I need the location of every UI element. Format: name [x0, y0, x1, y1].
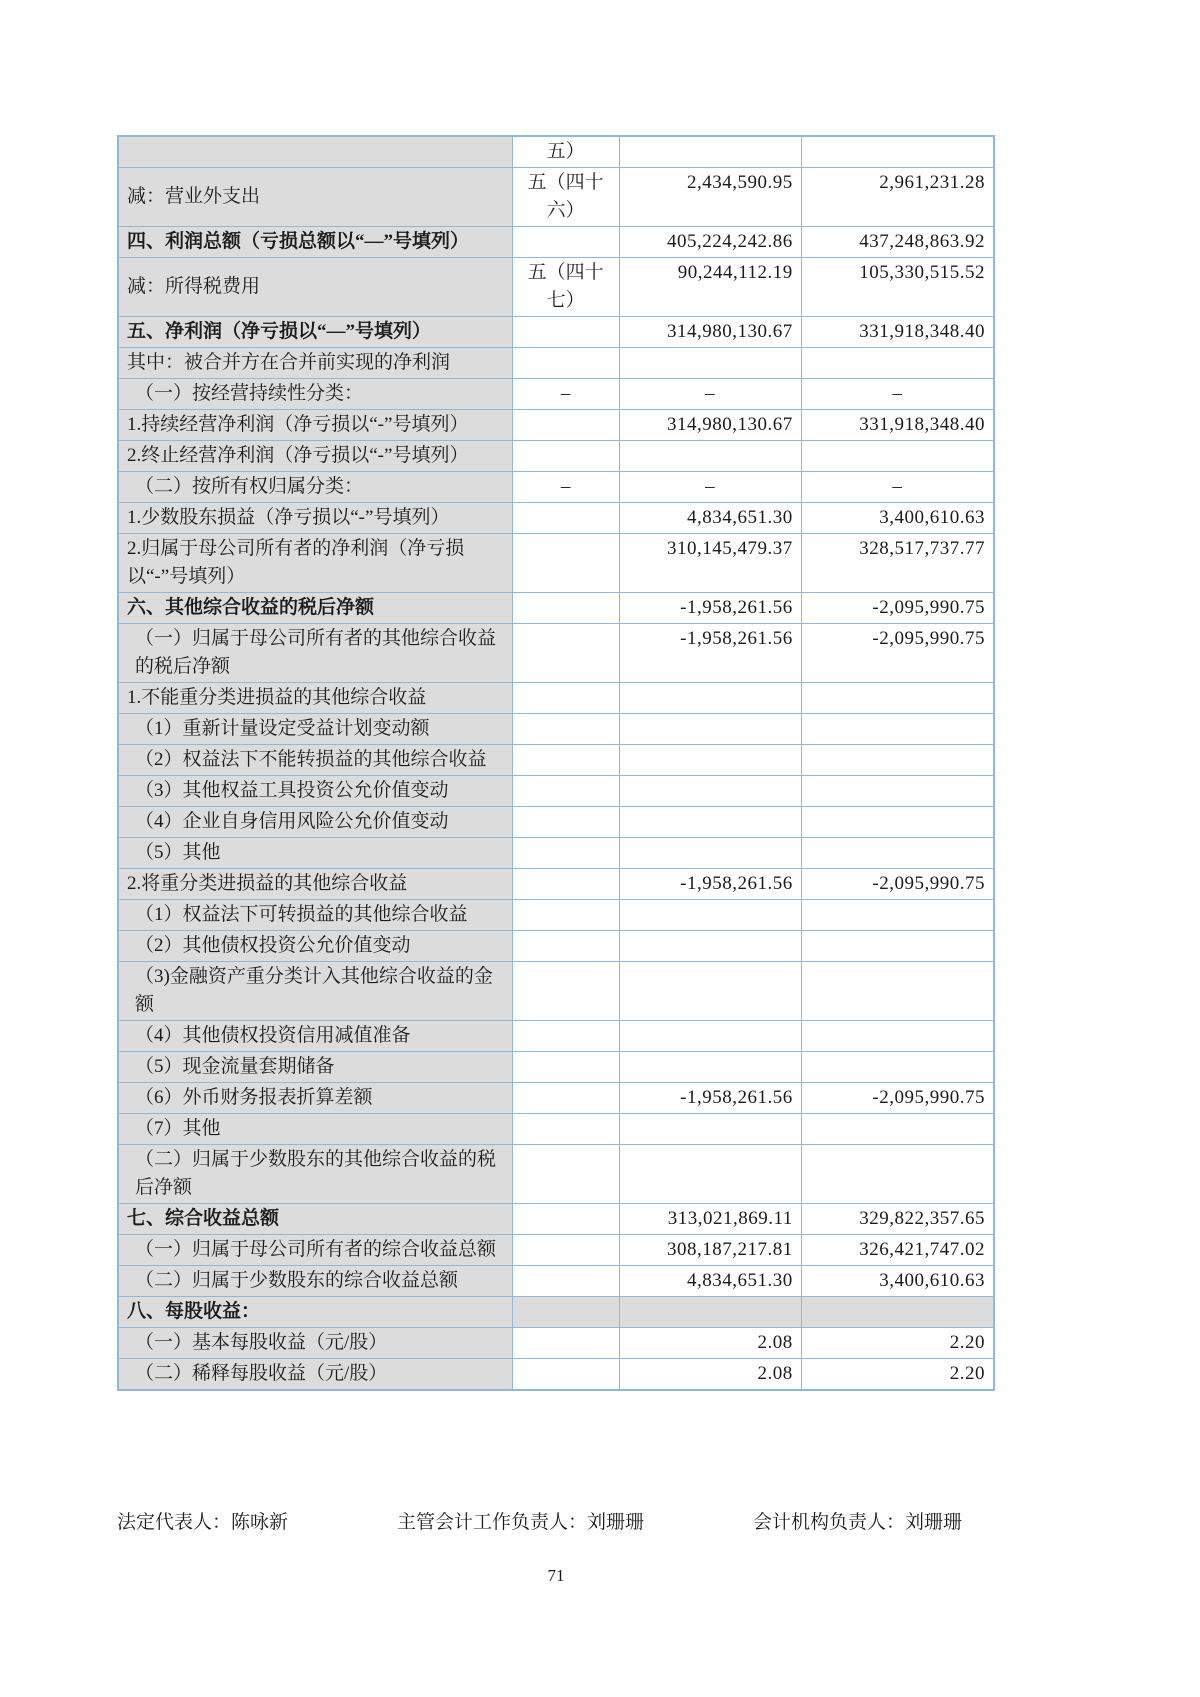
prior-period-cell — [801, 931, 994, 962]
note-cell — [512, 900, 619, 931]
note-cell — [512, 317, 619, 348]
item-label-cell: 2.将重分类进损益的其他综合收益 — [118, 869, 512, 900]
table-row — [118, 348, 994, 379]
current-period-cell: 2,434,590.95 — [619, 168, 801, 227]
table-row — [118, 1297, 994, 1328]
item-label-cell: （4）企业自身信用风险公允价值变动 — [118, 807, 512, 838]
table-row — [118, 900, 994, 931]
note-cell — [512, 745, 619, 776]
prior-period-cell — [801, 441, 994, 472]
prior-period-cell — [801, 807, 994, 838]
table-row — [118, 472, 994, 503]
note-cell — [512, 593, 619, 624]
current-period-cell: -1,958,261.56 — [619, 624, 801, 683]
item-label-cell: 1.持续经营净利润（净亏损以“-”号填列） — [118, 410, 512, 441]
note-cell: – — [512, 472, 619, 503]
item-label-cell: 减：所得税费用 — [118, 258, 512, 317]
prior-period-cell: -2,095,990.75 — [801, 593, 994, 624]
table-row — [118, 593, 994, 624]
table-row — [118, 1021, 994, 1052]
note-cell — [512, 1297, 619, 1328]
legal-representative: 法定代表人：陈咏新 — [117, 1512, 289, 1533]
current-period-cell: 308,187,217.81 — [619, 1235, 801, 1266]
prior-period-cell: – — [801, 472, 994, 503]
table-row — [118, 227, 994, 258]
item-label-cell: （二）稀释每股收益（元/股） — [118, 1359, 512, 1391]
item-label-cell — [118, 136, 512, 168]
prior-period-cell — [801, 776, 994, 807]
item-label-cell: （6）外币财务报表折算差额 — [118, 1083, 512, 1114]
note-cell — [512, 683, 619, 714]
note-cell — [512, 534, 619, 593]
current-period-cell: 2.08 — [619, 1359, 801, 1391]
prior-period-cell: – — [801, 379, 994, 410]
table-row — [118, 258, 994, 317]
item-label-cell: 1.少数股东损益（净亏损以“-”号填列） — [118, 503, 512, 534]
table-row — [118, 624, 994, 683]
item-label-cell: 六、其他综合收益的税后净额 — [118, 593, 512, 624]
table-row — [118, 869, 994, 900]
note-cell — [512, 348, 619, 379]
note-cell — [512, 776, 619, 807]
item-label-cell: （3）其他权益工具投资公允价值变动 — [118, 776, 512, 807]
note-cell — [512, 1052, 619, 1083]
note-cell — [512, 714, 619, 745]
note-cell — [512, 1328, 619, 1359]
table-row — [118, 776, 994, 807]
note-cell — [512, 807, 619, 838]
note-cell — [512, 1114, 619, 1145]
note-cell — [512, 1204, 619, 1235]
prior-period-cell: -2,095,990.75 — [801, 869, 994, 900]
accounting-head: 会计机构负责人：刘珊珊 — [752, 1512, 962, 1533]
chief-accountant: 主管会计工作负责人：刘珊珊 — [396, 1512, 644, 1533]
prior-period-cell — [801, 1052, 994, 1083]
item-label-cell: （一）按经营持续性分类： — [118, 379, 512, 410]
statement-content — [117, 135, 995, 1391]
note-cell — [512, 869, 619, 900]
note-cell: 五（四十七） — [512, 258, 619, 317]
note-cell — [512, 1266, 619, 1297]
item-label-cell: （一）归属于母公司所有者的其他综合收益的税后净额 — [118, 624, 512, 683]
note-cell: – — [512, 379, 619, 410]
item-label-cell: （2）权益法下不能转损益的其他综合收益 — [118, 745, 512, 776]
current-period-cell — [619, 714, 801, 745]
table-row — [118, 410, 994, 441]
current-period-cell: 313,021,869.11 — [619, 1204, 801, 1235]
table-row — [118, 1052, 994, 1083]
item-label-cell: （一）基本每股收益（元/股） — [118, 1328, 512, 1359]
prior-period-cell — [801, 136, 994, 168]
item-label-cell: （3)金融资产重分类计入其他综合收益的金额 — [118, 962, 512, 1021]
prior-period-cell — [801, 1297, 994, 1328]
table-row — [118, 1083, 994, 1114]
prior-period-cell: 326,421,747.02 — [801, 1235, 994, 1266]
note-cell — [512, 410, 619, 441]
prior-period-cell — [801, 838, 994, 869]
prior-period-cell — [801, 900, 994, 931]
prior-period-cell — [801, 1021, 994, 1052]
current-period-cell — [619, 348, 801, 379]
table-row — [118, 962, 994, 1021]
note-cell — [512, 441, 619, 472]
prior-period-cell: 105,330,515.52 — [801, 258, 994, 317]
item-label-cell: （1）权益法下可转损益的其他综合收益 — [118, 900, 512, 931]
table-row — [118, 1145, 994, 1204]
item-label-cell: （7）其他 — [118, 1114, 512, 1145]
current-period-cell: 2.08 — [619, 1328, 801, 1359]
prior-period-cell: 3,400,610.63 — [801, 503, 994, 534]
current-period-cell — [619, 838, 801, 869]
table-row — [118, 168, 994, 227]
note-cell — [512, 1235, 619, 1266]
current-period-cell: -1,958,261.56 — [619, 593, 801, 624]
note-cell: 五） — [512, 136, 619, 168]
current-period-cell — [619, 1145, 801, 1204]
table-row — [118, 1328, 994, 1359]
prior-period-cell: 2,961,231.28 — [801, 168, 994, 227]
current-period-cell — [619, 1052, 801, 1083]
item-label-cell: 五、净利润（净亏损以“—”号填列） — [118, 317, 512, 348]
prior-period-cell: 437,248,863.92 — [801, 227, 994, 258]
current-period-cell: -1,958,261.56 — [619, 1083, 801, 1114]
table-row — [118, 1359, 994, 1391]
item-label-cell: （1）重新计量设定受益计划变动额 — [118, 714, 512, 745]
current-period-cell — [619, 441, 801, 472]
signature-line — [117, 1507, 962, 1534]
table-row — [118, 136, 994, 168]
current-period-cell — [619, 931, 801, 962]
note-cell: 五（四十六） — [512, 168, 619, 227]
note-cell — [512, 624, 619, 683]
item-label-cell: 1.不能重分类进损益的其他综合收益 — [118, 683, 512, 714]
current-period-cell: 4,834,651.30 — [619, 503, 801, 534]
current-period-cell: – — [619, 472, 801, 503]
current-period-cell: 90,244,112.19 — [619, 258, 801, 317]
item-label-cell: （2）其他债权投资公允价值变动 — [118, 931, 512, 962]
item-label-cell: 其中：被合并方在合并前实现的净利润 — [118, 348, 512, 379]
table-row — [118, 1266, 994, 1297]
current-period-cell — [619, 807, 801, 838]
income-statement-body — [118, 136, 994, 1390]
table-row — [118, 838, 994, 869]
prior-period-cell: -2,095,990.75 — [801, 624, 994, 683]
note-cell — [512, 1359, 619, 1391]
prior-period-cell: 331,918,348.40 — [801, 410, 994, 441]
item-label-cell: 七、综合收益总额 — [118, 1204, 512, 1235]
note-cell — [512, 1145, 619, 1204]
table-row — [118, 714, 994, 745]
note-cell — [512, 1021, 619, 1052]
item-label-cell: 2.终止经营净利润（净亏损以“-”号填列） — [118, 441, 512, 472]
page-number: 71 — [547, 1566, 565, 1585]
current-period-cell: – — [619, 379, 801, 410]
item-label-cell: （5）现金流量套期储备 — [118, 1052, 512, 1083]
current-period-cell — [619, 1114, 801, 1145]
current-period-cell — [619, 683, 801, 714]
prior-period-cell: 328,517,737.77 — [801, 534, 994, 593]
prior-period-cell — [801, 1114, 994, 1145]
note-cell — [512, 1083, 619, 1114]
prior-period-cell: 3,400,610.63 — [801, 1266, 994, 1297]
current-period-cell — [619, 1297, 801, 1328]
prior-period-cell — [801, 1145, 994, 1204]
current-period-cell — [619, 745, 801, 776]
item-label-cell: 四、利润总额（亏损总额以“—”号填列） — [118, 227, 512, 258]
table-row — [118, 1235, 994, 1266]
note-cell — [512, 962, 619, 1021]
income-statement-table — [117, 135, 995, 1391]
current-period-cell — [619, 776, 801, 807]
item-label-cell: （4）其他债权投资信用减值准备 — [118, 1021, 512, 1052]
table-row — [118, 931, 994, 962]
table-row — [118, 1204, 994, 1235]
prior-period-cell — [801, 962, 994, 1021]
current-period-cell: -1,958,261.56 — [619, 869, 801, 900]
item-label-cell: 2.归属于母公司所有者的净利润（净亏损以“-”号填列） — [118, 534, 512, 593]
prior-period-cell — [801, 714, 994, 745]
prior-period-cell — [801, 683, 994, 714]
item-label-cell: （5）其他 — [118, 838, 512, 869]
current-period-cell — [619, 136, 801, 168]
prior-period-cell: 331,918,348.40 — [801, 317, 994, 348]
item-label-cell: （二）归属于少数股东的综合收益总额 — [118, 1266, 512, 1297]
current-period-cell: 4,834,651.30 — [619, 1266, 801, 1297]
current-period-cell: 314,980,130.67 — [619, 410, 801, 441]
prior-period-cell: 2.20 — [801, 1328, 994, 1359]
note-cell — [512, 838, 619, 869]
prior-period-cell — [801, 348, 994, 379]
note-cell — [512, 227, 619, 258]
current-period-cell: 405,224,242.86 — [619, 227, 801, 258]
current-period-cell — [619, 1021, 801, 1052]
prior-period-cell: 2.20 — [801, 1359, 994, 1391]
current-period-cell — [619, 962, 801, 1021]
item-label-cell: （一）归属于母公司所有者的综合收益总额 — [118, 1235, 512, 1266]
current-period-cell: 314,980,130.67 — [619, 317, 801, 348]
table-row — [118, 317, 994, 348]
item-label-cell: 减：营业外支出 — [118, 168, 512, 227]
current-period-cell: 310,145,479.37 — [619, 534, 801, 593]
table-row — [118, 1114, 994, 1145]
prior-period-cell: -2,095,990.75 — [801, 1083, 994, 1114]
table-row — [118, 534, 994, 593]
item-label-cell: （二）归属于少数股东的其他综合收益的税后净额 — [118, 1145, 512, 1204]
current-period-cell — [619, 900, 801, 931]
note-cell — [512, 931, 619, 962]
prior-period-cell: 329,822,357.65 — [801, 1204, 994, 1235]
table-row — [118, 807, 994, 838]
table-row — [118, 745, 994, 776]
table-row — [118, 379, 994, 410]
table-row — [118, 441, 994, 472]
item-label-cell: 八、每股收益： — [118, 1297, 512, 1328]
note-cell — [512, 503, 619, 534]
table-row — [118, 503, 994, 534]
table-row — [118, 683, 994, 714]
item-label-cell: （二）按所有权归属分类： — [118, 472, 512, 503]
prior-period-cell — [801, 745, 994, 776]
